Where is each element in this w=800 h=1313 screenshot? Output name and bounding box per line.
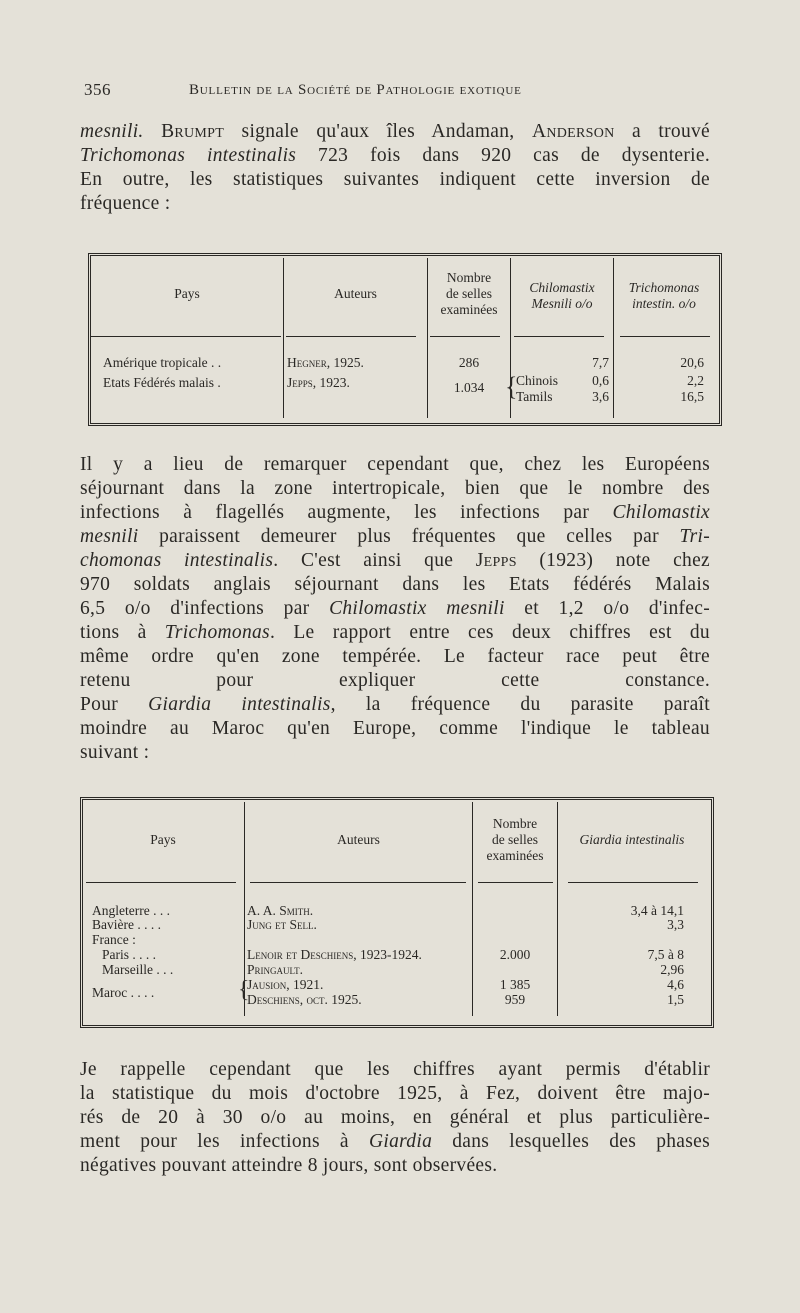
para1-line-4: fréquence : xyxy=(80,193,171,214)
t2-header-nombre xyxy=(473,816,557,864)
t1-header-pays: Pays xyxy=(174,286,200,301)
table-2-rule xyxy=(86,882,236,883)
page-number: 356 xyxy=(84,80,111,99)
para2-line-5: chomonas intestinalis. C'est ainsi que Jepps (1923) note chez xyxy=(80,550,710,571)
t2-brace: { xyxy=(238,977,250,1003)
t1-header-chilo-2: Mesnili o/o xyxy=(531,296,593,311)
t1-r2-tricho-chinois: 2,2 xyxy=(687,373,704,388)
paragraph-1 xyxy=(80,120,710,216)
t2-r2-auteurs: Jung et Sell. xyxy=(247,917,317,932)
table-2-rule xyxy=(250,882,466,883)
t2-r1-auteurs: A. A. Smith. xyxy=(247,903,314,918)
table-1-rule xyxy=(620,336,710,337)
italic-term: Chilomastix xyxy=(612,502,710,523)
italic-term: chomonas intestinalis xyxy=(80,550,274,571)
italic-term: Giardia intestinalis xyxy=(148,694,331,715)
table-1-rule xyxy=(286,336,416,337)
author-brumpt: Brumpt xyxy=(161,121,225,142)
t1-r2-chinois-label: Chinois xyxy=(516,373,559,388)
t2-r7-giardia: 1,5 xyxy=(667,992,684,1007)
t1-r2-pays: Etats Fédérés malais . xyxy=(103,375,221,390)
para2-line-3: infections à flagellés augmente, les infections par Chilomastix xyxy=(80,502,710,523)
t1-header-nombre-3: examinées xyxy=(440,302,498,317)
t1-r2-auteurs: Jepps, 1923. xyxy=(287,375,350,390)
t2-r6-nombre: 1 385 xyxy=(499,977,531,992)
para1-line-2 xyxy=(80,144,710,168)
t1-header-nombre xyxy=(428,270,510,318)
t1-header-chilo-1: Chilomastix xyxy=(529,280,595,295)
t1-r2-tamils-value: 3,6 xyxy=(592,389,609,404)
para2-line-11: Pour Giardia intestinalis, la fréquence du parasite paraît xyxy=(80,694,710,715)
para3-line-3: rés de 20 à 30 o/o au moins, en général et plus particulière- xyxy=(80,1107,710,1128)
author-name: Jepps xyxy=(475,550,517,571)
t1-header-chilo xyxy=(511,280,613,312)
t2-r3-pays: France : xyxy=(92,932,136,947)
t2-r4-auteurs: Lenoir et Deschiens, 1923-1924. xyxy=(247,947,422,962)
t2-header-nombre-1: Nombre xyxy=(492,816,538,831)
para2-line-10: retenu pour expliquer cette constance. xyxy=(80,670,710,691)
t2-r5-pays: Marseille . . . xyxy=(102,962,174,977)
italic-mesnili: mesnili. xyxy=(80,121,144,142)
para2-line-1: Il y a lieu de remarquer cependant que, chez les Européens xyxy=(80,454,710,475)
para3-line-2: la statistique du mois d'octobre 1925, à Fez, doivent être majo- xyxy=(80,1083,710,1104)
t2-r5-giardia: 2,96 xyxy=(660,962,684,977)
t1-header-tricho-1: Trichomonas xyxy=(628,280,700,295)
t2-r6-auteurs: Jausion, 1921. xyxy=(247,977,324,992)
t1-r2-nombre: 1.034 xyxy=(453,380,485,395)
t1-header-nombre-2: de selles xyxy=(445,286,493,301)
t1-r2-tricho-tamils: 16,5 xyxy=(680,389,704,404)
journal-title: Bulletin de la Société de Pathologie exotique xyxy=(189,82,522,98)
text: signale qu'aux îles Andaman, xyxy=(224,121,532,142)
para2-line-8: tions à Trichomonas. Le rapport entre ces deux chiffres est du xyxy=(80,622,710,643)
table-1-col-divider xyxy=(283,258,284,418)
t1-r1-chilo: 7,7 xyxy=(592,355,609,370)
t2-r6-giardia: 4,6 xyxy=(667,977,684,992)
t2-r7-auteurs: Deschiens, oct. 1925. xyxy=(247,992,362,1007)
t2-r1-giardia: 3,4 à 14,1 xyxy=(630,903,684,918)
t2-r1-pays: Angleterre . . . xyxy=(92,903,170,918)
para1-line-1 xyxy=(80,120,710,144)
t2-r4-pays: Paris . . . . xyxy=(102,947,156,962)
t1-header-nombre-1: Nombre xyxy=(446,270,492,285)
author-anderson: Anderson xyxy=(531,121,615,142)
table-1-rule xyxy=(430,336,500,337)
t2-r2-pays: Bavière . . . . xyxy=(92,917,161,932)
italic-term: Tri- xyxy=(679,526,710,547)
t1-header-auteurs: Auteurs xyxy=(334,286,377,301)
para3-line-5: négatives pouvant atteindre 8 jours, sont observées. xyxy=(80,1155,498,1176)
text: 723 fois dans 920 cas de dysenterie. xyxy=(296,145,711,166)
t2-header-auteurs: Auteurs xyxy=(337,832,380,847)
t1-r1-nombre: 286 xyxy=(458,355,480,370)
para1-line-3: En outre, les statistiques suivantes indiquent cette inversion de xyxy=(80,169,710,190)
para2-line-13: suivant : xyxy=(80,742,150,763)
italic-term: Giardia xyxy=(368,1131,433,1152)
t1-header-tricho-2: intestin. o/o xyxy=(632,296,696,311)
space xyxy=(144,121,161,142)
t2-header-nombre-2: de selles xyxy=(491,832,539,847)
italic-trichomonas: Trichomonas intestinalis xyxy=(80,145,297,166)
para2-line-7: 6,5 o/o d'infections par Chilomastix mesnili et 1,2 o/o d'infec- xyxy=(80,598,710,619)
t2-maroc: Maroc . . . . xyxy=(92,985,155,1000)
t2-r4-giardia: 7,5 à 8 xyxy=(647,947,684,962)
t2-r4-nombre: 2.000 xyxy=(499,947,531,962)
t1-header-tricho xyxy=(614,280,714,312)
t2-r7-nombre: 959 xyxy=(504,992,526,1007)
para2-line-9: même ordre qu'en zone tempérée. Le facteur race peut être xyxy=(80,646,710,667)
t1-r2-tamils-label: Tamils xyxy=(516,389,553,404)
table-2-rule xyxy=(568,882,698,883)
para2-line-6: 970 soldats anglais séjournant dans les Etats fédérés Malais xyxy=(80,574,710,595)
para2-line-12: moindre au Maroc qu'en Europe, comme l'indique le tableau xyxy=(80,718,710,739)
table-1-rule xyxy=(91,336,281,337)
table-2-rule xyxy=(478,882,553,883)
para3-line-1: Je rappelle cependant que les chiffres ayant permis d'établir xyxy=(80,1059,710,1080)
t2-r2-giardia: 3,3 xyxy=(667,917,684,932)
t1-r1-tricho: 20,6 xyxy=(680,355,704,370)
table-1-rule xyxy=(514,336,604,337)
italic-term: Chilomastix mesnili xyxy=(329,598,505,619)
para2-line-2: séjournant dans la zone intertropicale, bien que le nombre des xyxy=(80,478,710,499)
t1-r2-chinois-value: 0,6 xyxy=(592,373,609,388)
paragraph-2 xyxy=(80,453,710,765)
para2-line-4: mesnili paraissent demeurer plus fréquentes que celles par Tri- xyxy=(80,526,710,547)
text: a trouvé xyxy=(614,121,711,142)
t1-r1-pays: Amérique tropicale . . xyxy=(103,355,222,370)
t2-r5-auteurs: Pringault. xyxy=(247,962,304,977)
para3-line-4: ment pour les infections à Giardia dans lesquelles des phases xyxy=(80,1131,710,1152)
paragraph-3 xyxy=(80,1058,710,1178)
t2-header-nombre-3: examinées xyxy=(486,848,544,863)
t1-brace: { xyxy=(505,372,518,401)
t1-r1-auteurs: Hegner, 1925. xyxy=(287,355,364,370)
italic-term: Trichomonas xyxy=(164,622,270,643)
t2-header-pays: Pays xyxy=(150,832,176,847)
italic-term: mesnili xyxy=(80,526,139,547)
t2-header-giardia: Giardia intestinalis xyxy=(579,832,685,847)
